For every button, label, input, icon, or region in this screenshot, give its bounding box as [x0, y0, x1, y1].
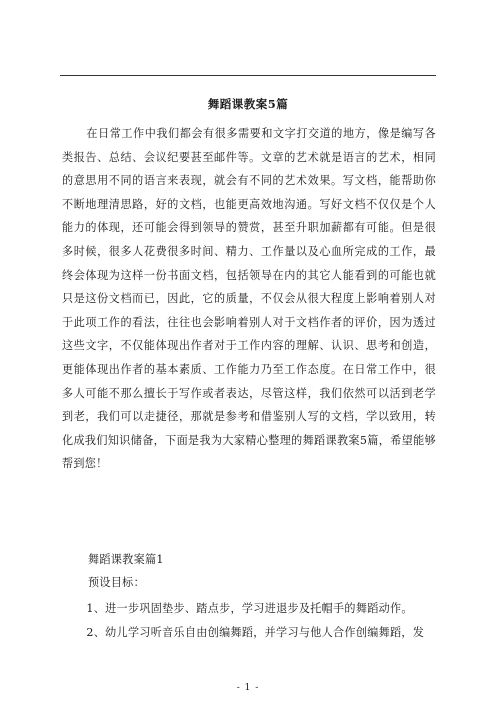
intro-paragraph: 在日常工作中我们都会有很多需要和文字打交道的地方，像是编写各类报告、总结、会议纪要甚至邮件等。文章的艺术就是语言的艺术，相同的意思用不同的语言来表现，就会有不同的艺术效果。写文档，能帮助你不断地理清思路，好的文档，也能更高效地沟通。写好文档不仅仅是个人能力的体现，还可能会得到领导的赞赏，甚至升职加薪都有可能。但是很多时候，很多人花费很多时间、精力、工作量以及心血所完成的工作，最终会体现为这样一份书面文档，包括领导在内的其它人能看到的可能也就只是这份文档而已，因此，它的质量，不仅会从很大程度上影响着别人对于此项工作的看法，往往也会影响着别人对于文档作者的评价，因为透过这些文字，不仅能体现出作者对于工作内容的理解、认识、思考和创造，更能体现出作者的基本素质、工作能力乃至工作态度。在日常工作中，很多人可能不那么擅长于写作或者表达，尽管这样，我们依然可以活到老学到老，我们可以走捷径，那就是参考和借鉴别人写的文档，学以致用，转化成我们知识储备，下面是我为大家精心整理的舞蹈课教案5篇，希望能够帮到您！: [62, 127, 436, 471]
list-item: 1、进一步巩固垫步、踏点步，学习进退步及托帽手的舞蹈动作。: [86, 602, 413, 615]
document-title: 舞蹈课教案5篇: [207, 97, 289, 111]
goals-list: [62, 597, 436, 644]
header-rule: [60, 75, 436, 76]
goals-label: 预设目标：: [88, 576, 145, 589]
page-number: - 1 -: [236, 683, 260, 693]
section-heading: 舞蹈课教案篇1: [88, 553, 164, 566]
list-item: 2、幼儿学习听音乐自由创编舞蹈，并学习与他人合作创编舞蹈，发: [86, 625, 425, 639]
